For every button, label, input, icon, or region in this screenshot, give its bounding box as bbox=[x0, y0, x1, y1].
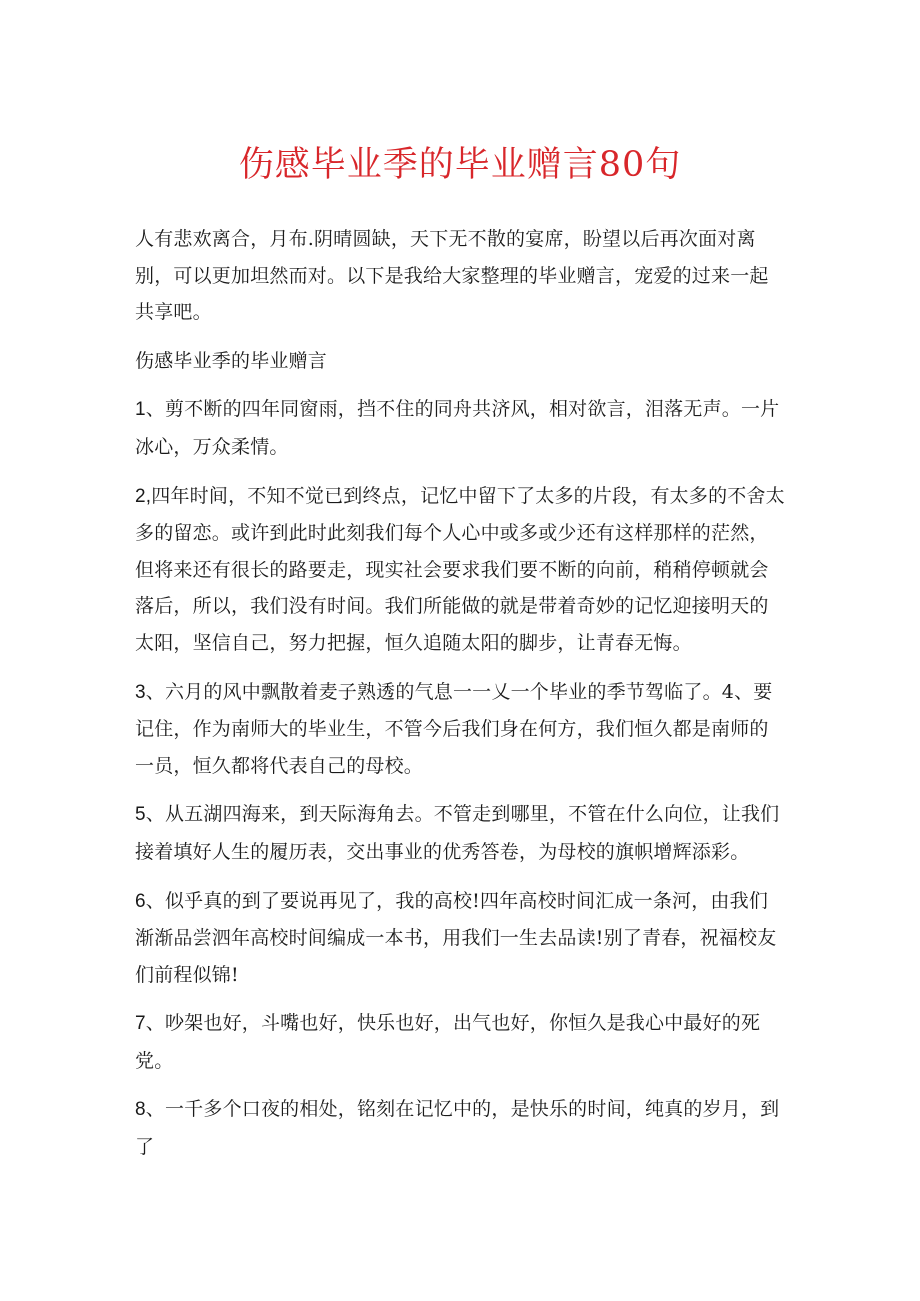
list-item bbox=[135, 1091, 785, 1165]
list-item bbox=[135, 478, 785, 662]
item-text: 似乎真的到了要说再见了，我的高校!四年高校时间汇成一条河，由我们渐渐品尝泗年高校时间编成一本书，用我们一生去品读!别了青春，祝福校友们前程似锦! bbox=[135, 889, 777, 986]
section-heading: 伤感毕业季的毕业赠言 bbox=[135, 349, 328, 372]
item-number: 8 bbox=[135, 1099, 146, 1121]
item-text: 四年时间，不知不觉已到终点，记忆中留下了太多的片段，有太多的不舍太多的留恋。或许到此时此刻我们每个人心中或多或少还有这样那样的茫然，但将来还有很长的路要走，现实社会要求我们要不断的向前，稍稍停顿就会落后，所以，我们没有时间。我们所能做的就是带着奇妙的记忆迎接明天的太阳，坚信自己，努力把握，恒久追随太阳的脚步，让青春无悔。 bbox=[135, 484, 785, 654]
item-number: 7 bbox=[135, 1013, 146, 1035]
item-text: 一千多个口夜的相处，铭刻在记忆中的，是快乐的时间，纯真的岁月，到了 bbox=[135, 1098, 780, 1159]
item-text: 吵架也好，斗嘴也好，快乐也好，出气也好，你恒久是我心中最好的死党。 bbox=[135, 1012, 761, 1072]
document-body bbox=[135, 221, 785, 1178]
list-item bbox=[135, 391, 785, 465]
item-separator: 、 bbox=[145, 1013, 165, 1035]
item-separator: , bbox=[145, 485, 152, 507]
list-item bbox=[135, 796, 785, 870]
list-item bbox=[135, 883, 785, 994]
item-number: 5 bbox=[135, 804, 146, 826]
item-number: 6 bbox=[135, 890, 146, 912]
document-title: 伤感毕业季的毕业赠言80句 bbox=[238, 145, 682, 185]
item-text: 剪不断的四年同窗雨，挡不住的同舟共济风，相对欲言，泪落无声。一片冰心，万众柔情。 bbox=[135, 398, 780, 458]
item-text: 从五湖四海来，到天际海角去。不管走到哪里，不管在什么向位，让我们接着填好人生的履历表，交出事业的优秀答卷，为母校的旗帜增辉添彩。 bbox=[135, 803, 780, 863]
item-separator: 、 bbox=[145, 1099, 165, 1121]
item-separator: 、 bbox=[145, 890, 165, 912]
list-item bbox=[135, 674, 785, 785]
item-text: 六月的风中飘散着麦子熟透的气息一一乂一个毕业的季节驾临了。4、要记住，作为南师大的毕业生，不管今后我们身在何方，我们恒久都是南师的一员，恒久都将代表自己的母校。 bbox=[135, 680, 773, 777]
item-number: 2 bbox=[135, 485, 146, 507]
item-number: 3 bbox=[135, 681, 146, 703]
item-separator: 、 bbox=[145, 804, 165, 826]
item-separator: 、 bbox=[145, 399, 165, 421]
item-number: 1 bbox=[135, 399, 146, 421]
list-item bbox=[135, 1005, 785, 1079]
intro-paragraph: 人有悲欢离合，月布.阴晴圆缺，天下无不散的宴席，盼望以后再次面对离别，可以更加坦然而对。以下是我给大家整理的毕业赠言，宠爱的过来一起共享吧。 bbox=[135, 228, 769, 324]
item-separator: 、 bbox=[145, 681, 165, 703]
